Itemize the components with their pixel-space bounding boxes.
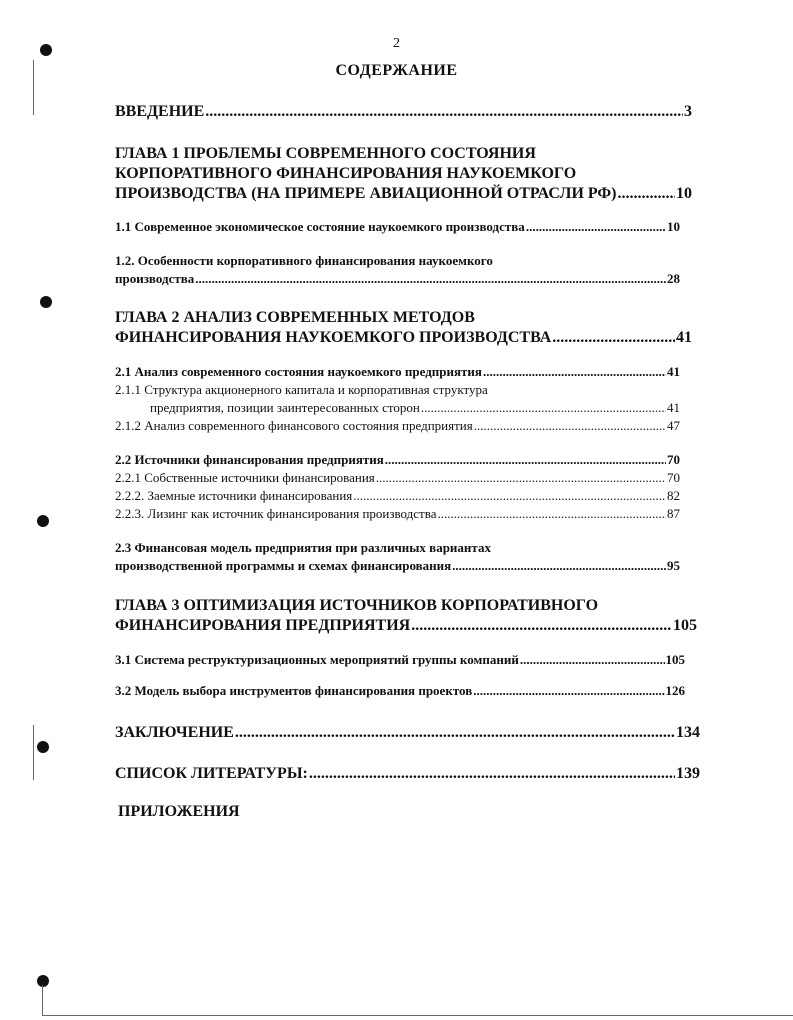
toc-entry-label: 2.1 Анализ современного состояния наукоемкого предприятия [115, 364, 482, 379]
toc-entry-label: производственной программы и схемах финансирования [115, 558, 452, 573]
toc-entry-label: 2.2 Источники финансирования предприятия [115, 452, 384, 467]
dot-leader [617, 185, 675, 203]
toc-entry-page: 41 [676, 329, 692, 346]
page-title: СОДЕРЖАНИЕ [335, 62, 458, 79]
toc-entry-2-2 [115, 452, 680, 468]
toc-entry-3-1 [115, 652, 685, 668]
toc-entry-chapter2 [115, 329, 692, 347]
toc-entry-label: 2.2.3. Лизинг как источник финансирования производства [115, 506, 437, 521]
toc-entry-page: 126 [665, 683, 685, 698]
toc-entry-label: ВВЕДЕНИЕ [115, 103, 205, 120]
toc-entry-label: 2.2.1 Собственные источники финансирования [115, 470, 375, 485]
toc-entry-label: ПРОИЗВОДСТВА (НА ПРИМЕРЕ АВИАЦИОННОЙ ОТРАСЛИ РФ) [115, 185, 617, 202]
toc-entry-page: 28 [667, 271, 680, 286]
toc-entry-page: 82 [667, 488, 680, 503]
page-number: 2 [393, 36, 400, 51]
margin-line-2 [33, 725, 34, 780]
binder-hole-2 [40, 296, 52, 308]
dot-leader [473, 683, 664, 699]
toc-entry-2-2-3 [115, 506, 680, 522]
toc-entry-page: 41 [667, 364, 680, 379]
dot-leader [353, 488, 666, 504]
toc-entry-label: 2.1.2 Анализ современного финансового состояния предприятия [115, 418, 473, 433]
section-1-2-line1: 1.2. Особенности корпоративного финансирования наукоемкого [115, 253, 493, 268]
margin-line-3 [42, 985, 43, 1015]
toc-entry-page: 10 [676, 185, 692, 202]
dot-leader [474, 418, 666, 434]
toc-entry-label: 1.1 Современное экономическое состояние наукоемкого производства [115, 219, 525, 234]
dot-leader [421, 400, 666, 416]
dot-leader [385, 452, 666, 468]
toc-entry-page: 47 [667, 418, 680, 433]
toc-entry-2-2-2 [115, 488, 680, 504]
toc-entry-label: производства [115, 271, 195, 286]
dot-leader [411, 617, 672, 635]
toc-entry-label: предприятия, позиции заинтересованных сторон [150, 400, 420, 415]
binder-hole-3 [37, 515, 49, 527]
toc-entry-page: 70 [667, 452, 680, 467]
section-2-1-1-line1: 2.1.1 Структура акционерного капитала и корпоративная структура [115, 382, 488, 397]
chapter3-line1: ГЛАВА 3 ОПТИМИЗАЦИЯ ИСТОЧНИКОВ КОРПОРАТИВНОГО [115, 597, 599, 614]
toc-entry-chapter1 [115, 185, 692, 203]
toc-entry-1-1 [115, 219, 680, 235]
toc-entry-label: СПИСОК ЛИТЕРАТУРЫ: [115, 765, 308, 782]
toc-entry-2-1-2 [115, 418, 680, 434]
dot-leader [376, 470, 666, 486]
dot-leader [235, 724, 675, 742]
dot-leader [452, 558, 666, 574]
binder-hole-4 [37, 741, 49, 753]
toc-entry-2-3 [115, 558, 680, 574]
toc-entry-label: ФИНАНСИРОВАНИЯ НАУКОЕМКОГО ПРОИЗВОДСТВА [115, 329, 552, 346]
dot-leader [195, 271, 666, 287]
dot-leader [526, 219, 666, 235]
toc-entry-intro [115, 103, 692, 121]
toc-entry-2-1-1 [150, 400, 680, 416]
dot-leader [205, 103, 683, 121]
dot-leader [483, 364, 666, 380]
chapter1-line2: КОРПОРАТИВНОГО ФИНАНСИРОВАНИЯ НАУКОЕМКОГО [115, 165, 577, 182]
toc-entry-2-1 [115, 364, 680, 380]
toc-entry-page: 105 [665, 652, 685, 667]
dot-leader [520, 652, 665, 668]
bottom-edge-line [42, 1015, 793, 1016]
binder-hole-5 [37, 975, 49, 987]
toc-entry-appendices: ПРИЛОЖЕНИЯ [118, 803, 240, 820]
toc-entry-page: 105 [673, 617, 697, 634]
dot-leader [309, 765, 675, 783]
toc-entry-page: 3 [684, 103, 692, 120]
toc-entry-page: 10 [667, 219, 680, 234]
toc-entry-3-2 [115, 683, 685, 699]
section-2-3-line1: 2.3 Финансовая модель предприятия при различных вариантах [115, 540, 491, 555]
dot-leader [437, 506, 666, 522]
toc-entry-page: 41 [667, 400, 680, 415]
toc-entry-label: 3.1 Система реструктуризационных мероприятий группы компаний [115, 652, 519, 667]
toc-entry-page: 87 [667, 506, 680, 521]
toc-entry-1-2 [115, 271, 680, 287]
toc-entry-label: ФИНАНСИРОВАНИЯ ПРЕДПРИЯТИЯ [115, 617, 411, 634]
chapter1-line1: ГЛАВА 1 ПРОБЛЕМЫ СОВРЕМЕННОГО СОСТОЯНИЯ [115, 145, 536, 162]
toc-entry-page: 134 [676, 724, 700, 741]
toc-entry-label: 3.2 Модель выбора инструментов финансирования проектов [115, 683, 473, 698]
dot-leader [552, 329, 675, 347]
toc-entry-label: 2.2.2. Заемные источники финансирования [115, 488, 353, 503]
toc-entry-page: 139 [676, 765, 700, 782]
toc-entry-2-2-1 [115, 470, 680, 486]
toc-entry-page: 95 [667, 558, 680, 573]
chapter2-line1: ГЛАВА 2 АНАЛИЗ СОВРЕМЕННЫХ МЕТОДОВ [115, 309, 475, 326]
toc-entry-references [115, 765, 700, 783]
toc-entry-label: ЗАКЛЮЧЕНИЕ [115, 724, 234, 741]
toc-entry-page: 70 [667, 470, 680, 485]
toc-entry-chapter3 [115, 617, 697, 635]
toc-entry-conclusion [115, 724, 700, 742]
